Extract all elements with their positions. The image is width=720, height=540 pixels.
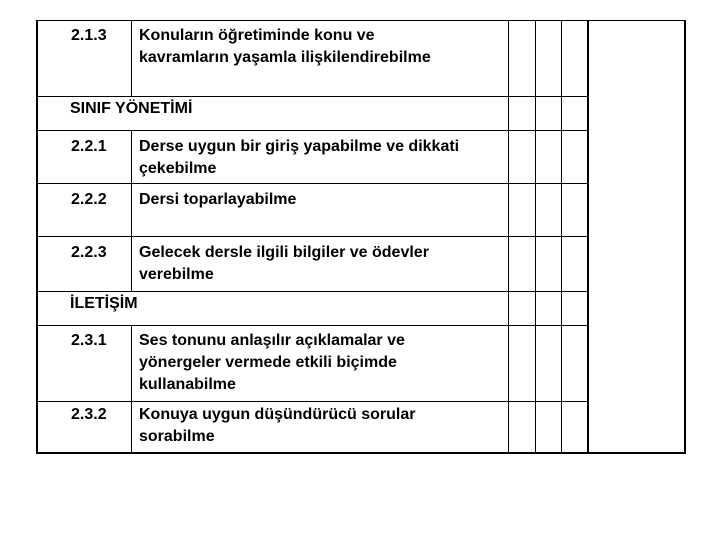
section-title: SINIF YÖNETİMİ [70, 100, 193, 117]
item-text [139, 189, 296, 211]
table-line [131, 130, 132, 291]
item-text-line: verebilme [139, 266, 214, 283]
table-line [684, 20, 686, 454]
table-line [508, 20, 509, 453]
table-line [131, 325, 132, 453]
table-line [36, 325, 588, 326]
item-code: 2.3.2 [71, 406, 107, 423]
item-code: 2.3.1 [71, 332, 107, 349]
table-line [131, 20, 132, 96]
table-line [36, 401, 588, 402]
item-text [139, 330, 405, 396]
item-text-line: yönergeler vermede etkili biçimde [139, 354, 397, 371]
table-line [587, 20, 589, 453]
item-text [139, 25, 431, 69]
section-title: İLETİŞİM [70, 295, 138, 312]
item-text-line: çekebilme [139, 160, 217, 177]
item-text-line: sorabilme [139, 428, 215, 445]
item-code: 2.2.2 [71, 191, 107, 208]
table-line [36, 291, 588, 292]
table-line [535, 20, 536, 453]
table-line [36, 183, 588, 184]
item-text [139, 136, 459, 180]
item-text-line: Derse uygun bir giriş yapabilme ve dikkati [139, 138, 460, 155]
table-line [36, 20, 38, 454]
item-text-line: Ses tonunu anlaşılır açıklamalar ve [139, 332, 405, 349]
item-text-line: kullanabilme [139, 376, 236, 393]
item-text [139, 242, 429, 286]
item-text-line: Gelecek dersle ilgili bilgiler ve ödevler [139, 244, 429, 261]
item-code: 2.1.3 [71, 27, 107, 44]
item-code: 2.2.1 [71, 138, 107, 155]
table-line [561, 20, 562, 453]
item-text-line: Konuların öğretiminde konu ve [139, 27, 375, 44]
item-text-line: Dersi toparlayabilme [139, 191, 297, 208]
table-line [36, 236, 588, 237]
table-line [36, 96, 588, 97]
item-text-line: kavramların yaşamla ilişkilendirebilme [139, 49, 431, 66]
item-code: 2.2.3 [71, 244, 107, 261]
table-line [36, 130, 588, 131]
item-text [139, 404, 415, 448]
item-text-line: Konuya uygun düşündürücü sorular [139, 406, 416, 423]
